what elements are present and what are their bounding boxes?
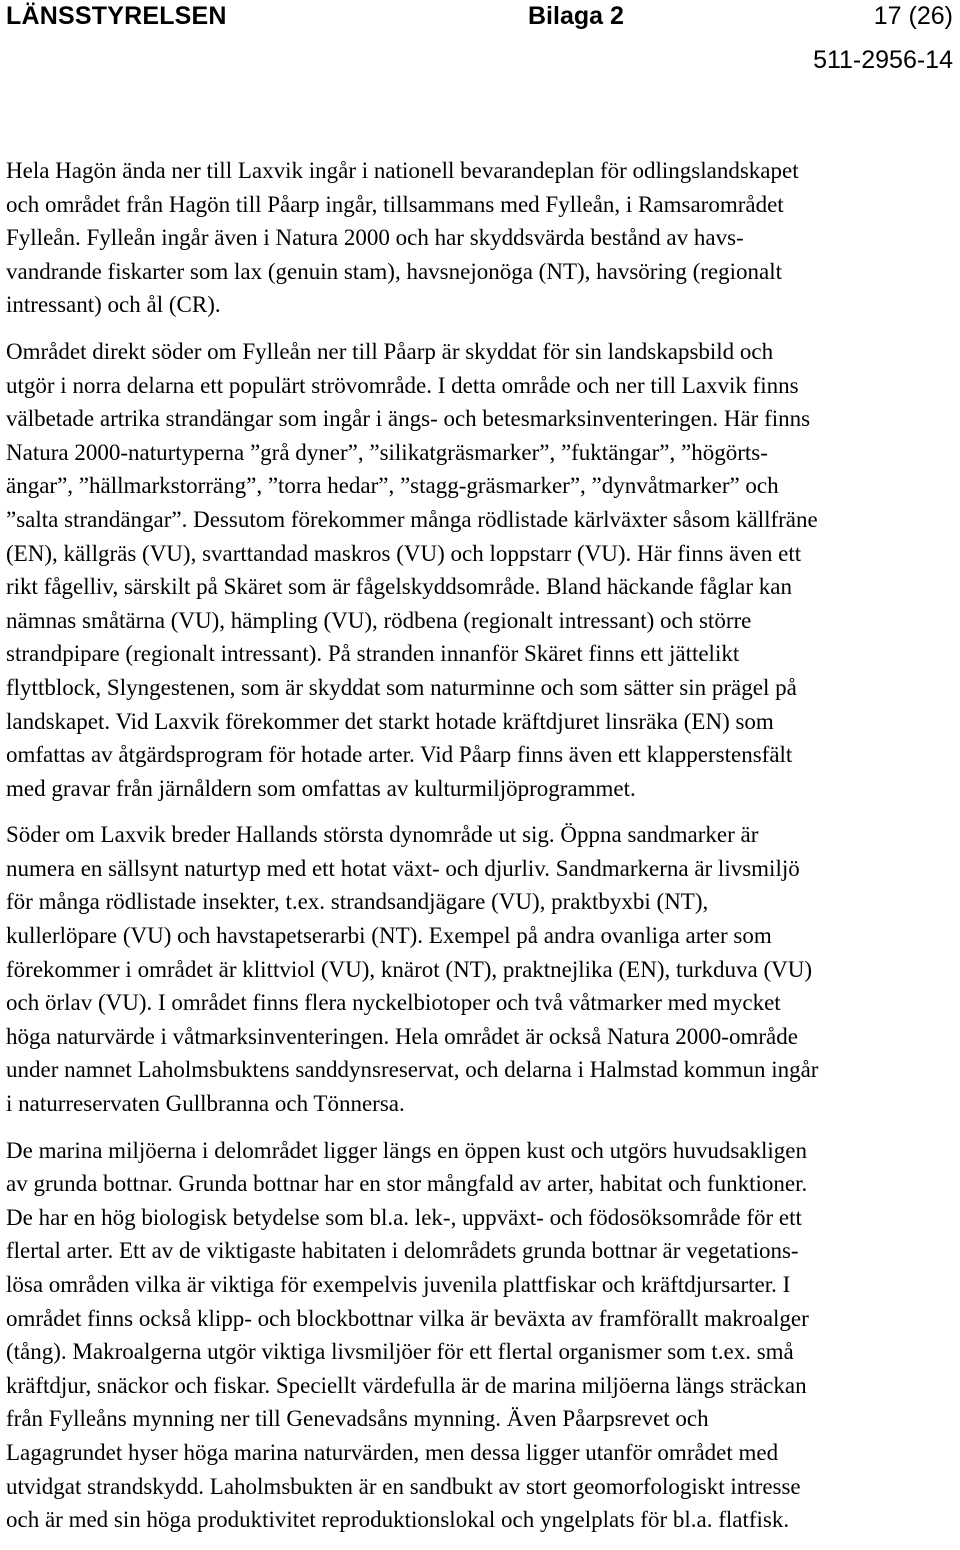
document-number: 511-2956-14 — [813, 46, 953, 74]
paragraph: De marina miljöerna i delområdet ligger längs en öppen kust och utgörs huvudsakligen av grunda bottnar. Grunda bottnar har en stor mångfald av arter, habitat och funktioner. De har en hög biologisk betydelse som bl.a. lek-, uppväxt- och födosöksområde för ett flertal arter. Ett av de viktigaste habitaten i delområdets grunda bottnar är vegetations- lösa områden vilka är viktiga för exempelvis juvenila plattfiskar och kräftdjursarter. I området finns också klipp- och blockbottnar vilka är beväxta av framförallt makroalger (tång). Makroalgerna utgör viktiga livsmiljöer för ett flertal organismer som t.ex. små kräftdjur, snäckor och fiskar. Speciellt värdefulla är de marina miljöerna längs sträckan från Fylleåns mynning ner till Genevadsåns mynning. Även Påarpsrevet och Lagagrundet hyser höga marina naturvärden, men dessa ligger utanför området med utvidgat strandskydd. Laholmsbukten är en sandbukt av stort geomorfologiskt intresse och är med sin höga produktivitet reproduktionslokal och yngelplats för bl.a. flatfisk. — [6, 1137, 809, 1533]
document-body — [6, 154, 954, 1550]
paragraph: Söder om Laxvik breder Hallands största dynområde ut sig. Öppna sandmarker är numera en sällsynt naturtyp med ett hotat växt- och djurliv. Sandmarkerna är livsmiljö för många rödlistade insekter, t.ex. strandsandjägare (VU), praktbyxbi (NT), kullerlöpare (VU) och havstapetserarbi (NT). Exempel på andra ovanliga arter som förekommer i området är klittviol (VU), knärot (NT), praktnejlika (EN), turkduva (VU) och örlav (VU). I området finns flera nyckelbiotoper och två våtmarker med mycket höga naturvärde i våtmarksinventeringen. Hela området är också Natura 2000-område under namnet Laholmsbuktens sanddynsreservat, och delarna i Halmstad kommun ingår i naturreservaten Gullbranna och Tönnersa. — [6, 822, 819, 1117]
paragraph: Området direkt söder om Fylleån ner till Påarp är skyddat för sin landskapsbild och utgör i norra delarna ett populärt strövområde. I detta område och ner till Laxvik finns välbetade artrika strandängar som ingår i ängs- och betesmarksinventeringen. Här finns Natura 2000-naturtyperna ”grå dyner”, ”silikatgräsmarker”, ”fuktängar”, ”högörts- ängar”, ”hällmarkstorräng”, ”torra hedar”, ”stagg-gräsmarker”, ”dynvåtmarker” och ”salta strandängar”. Dessutom förekommer många rödlistade kärlväxter såsom källfräne (EN), källgräs (VU), svarttandad maskros (VU) och loppstarr (VU). Här finns även ett rikt fågelliv, särskilt på Skäret som är fågelskyddsområde. Bland häckande fåglar kan nämnas småtärna (VU), hämpling (VU), rödbena (regionalt intressant) och större strandpipare (regionalt intressant). På stranden innanför Skäret finns ett jättelikt flyttblock, Slyngestenen, som är skyddat som naturminne och som sätter sin prägel på landskapet. Vid Laxvik förekommer det starkt hotade kräftdjuret linsräka (EN) som omfattas av åtgärdsprogram för hotade arter. Vid Påarp finns även ett klapperstensfält med gravar från järnåldern som omfattas av kulturmiljöprogrammet. — [6, 338, 818, 801]
paragraph: Hela Hagön ända ner till Laxvik ingår i nationell bevarandeplan för odlingslandskapet och området från Hagön till Påarp ingår, tillsammans med Fylleån, i Ramsarområdet Fylleån. Fylleån ingår även i Natura 2000 och har skyddsvärda bestånd av havs- vandrande fiskarter som lax (genuin stam), havsnejonöga (NT), havsöring (regionalt intressant) och ål (CR). — [6, 158, 799, 318]
page-header — [0, 0, 960, 80]
page-number: 17 (26) — [873, 2, 953, 30]
organization-name: LÄNSSTYRELSEN — [6, 2, 227, 30]
appendix-label: Bilaga 2 — [528, 2, 624, 30]
